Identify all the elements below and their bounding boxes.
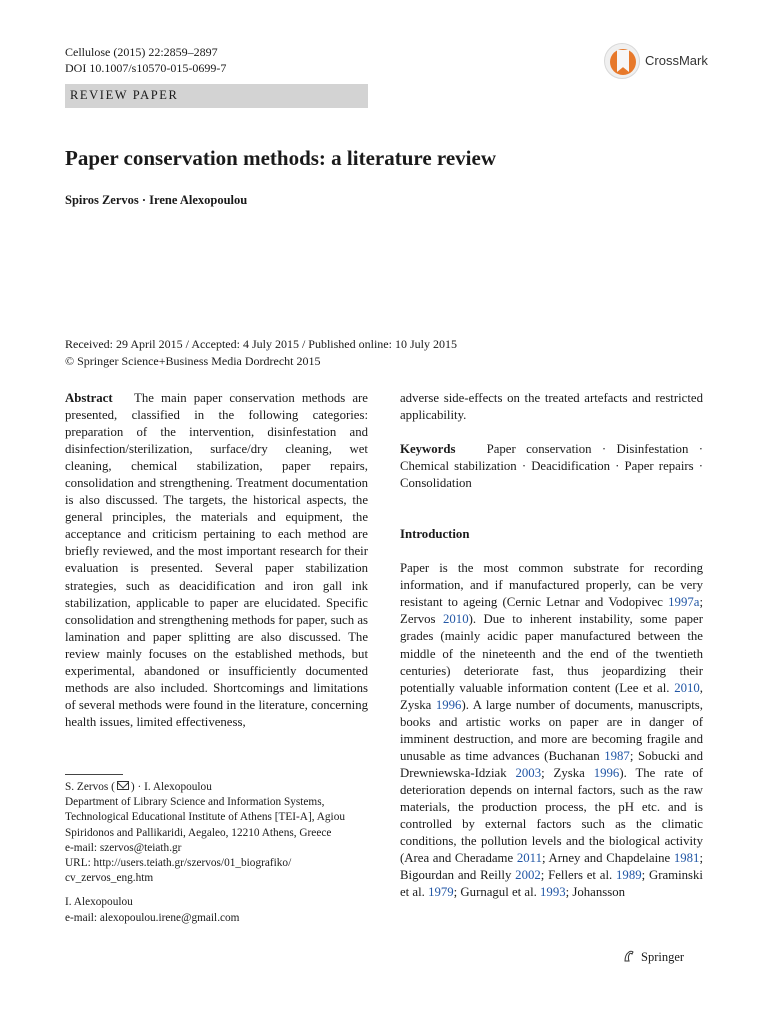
keywords-text: Paper conservation · Disinfestation · Chemical stabilization · Deacidification · Paper repairs · Consolidation — [400, 442, 703, 491]
introduction-paragraph — [400, 560, 703, 901]
crossmark-label: CrossMark — [645, 53, 708, 68]
introduction-heading: Introduction — [400, 527, 470, 542]
author2-name: I. Alexopoulou — [65, 896, 133, 909]
citation-link[interactable]: 1993 — [540, 885, 566, 900]
citation-link[interactable]: 1987 — [604, 748, 630, 763]
affiliations — [65, 780, 368, 926]
introduction-text: ; Sobucki and Drewniewska-Idziak — [400, 748, 703, 780]
article-type-banner — [65, 84, 368, 108]
citation-link[interactable]: 2003 — [515, 765, 542, 780]
abstract-paragraph — [65, 390, 368, 731]
introduction-text: ; Bigourdan and Reilly — [400, 851, 704, 883]
citation-link[interactable]: 1989 — [616, 868, 642, 883]
publisher-logo — [622, 949, 684, 965]
introduction-text: ; Graminski et al. — [400, 868, 703, 900]
publication-dates — [65, 336, 457, 370]
footnote-divider — [65, 774, 123, 775]
author1-email[interactable]: e-mail: szervos@teiath.gr — [65, 841, 182, 854]
keywords-label: Keywords — [400, 442, 456, 457]
introduction-text: ; Zyska — [541, 765, 594, 780]
article-type-label: REVIEW PAPER — [70, 88, 179, 102]
author2-email[interactable]: e-mail: alexopoulou.irene@gmail.com — [65, 911, 240, 924]
author1-department: Department of Library Science and Information Systems, Technological Educational Institute of Athens [TEI-A], Agiou Spiridonos and Pallikaridi, Aegaleo, 12210 Athens, Greece — [65, 796, 345, 839]
citation-link[interactable]: 1997a — [668, 595, 700, 610]
introduction-text: ). A large number of documents, manuscripts, books and artistic works on paper are in danger of imminent destruction, and more are becoming fragile and unusable as time advances (Buchanan — [400, 697, 703, 763]
introduction-text: , Zyska — [400, 680, 703, 712]
keywords-paragraph — [400, 441, 703, 492]
introduction-text: ; Zervos — [400, 595, 703, 627]
citation-link[interactable]: 1996 — [593, 765, 620, 780]
citation-link[interactable]: 1996 — [435, 697, 462, 712]
author-list: Spiros Zervos · Irene Alexopoulou — [65, 193, 248, 207]
introduction-text: Paper is the most common substrate for recording information, and if manufactured properly, can be very resistant to ageing (Cernic Letnar and Vodopivec — [400, 561, 703, 610]
introduction-text: ; Fellers et al. — [540, 868, 617, 883]
citation-link[interactable]: 2002 — [515, 868, 541, 883]
author1-url[interactable]: URL: http://users.teiath.gr/szervos/01_biografiko/ cv_zervos_eng.htm — [65, 857, 292, 885]
crossmark-icon — [604, 43, 640, 79]
journal-citation: Cellulose (2015) 22:2859–2897 — [65, 45, 218, 59]
springer-horse-icon — [622, 949, 636, 963]
introduction-text: ; Gurnagul et al. — [453, 885, 541, 900]
doi[interactable]: DOI 10.1007/s10570-015-0699-7 — [65, 61, 227, 75]
publisher-name: Springer — [641, 950, 685, 964]
citation-link[interactable]: 2010 — [674, 680, 700, 695]
abstract-label: Abstract — [65, 391, 113, 405]
introduction-text: ; Johansson — [565, 885, 625, 900]
history-dates: Received: 29 April 2015 / Accepted: 4 July 2015 / Published online: 10 July 2015 — [65, 337, 457, 351]
envelope-icon[interactable] — [117, 781, 129, 790]
author1-line: S. Zervos ( ) · I. Alexopoulou — [65, 781, 212, 793]
right-column — [400, 390, 703, 901]
citation-link[interactable]: 1981 — [673, 851, 700, 866]
citation-link[interactable]: 1979 — [428, 885, 454, 900]
citation-link[interactable]: 2011 — [516, 851, 542, 866]
citation-link[interactable]: 2010 — [443, 612, 469, 627]
abstract-continued: adverse side-effects on the treated artefacts and restricted applicability. — [400, 391, 703, 423]
introduction-text: ). The rate of deterioration depends on internal factors, such as the raw materials, the production process, the pH etc. and is controlled by external factors such as the climatic conditions, the pollution levels and the biological activity (Area and Cheradame — [400, 765, 703, 866]
introduction-text: ). Due to inherent instability, some paper grades (mainly acidic paper manufactured between the middle of the nineteenth and the end of the twentieth centuries) deteriorate fast, thus jeopardizing their potentially valuable information content (Lee et al. — [400, 612, 704, 695]
article-title: Paper conservation methods: a literature review — [65, 146, 496, 170]
crossmark-badge[interactable] — [604, 43, 734, 79]
abstract-text: The main paper conservation methods are presented, classified in the following categories: preparation of the intervention, disinfestation and disinfection/sterilization, surface/dry cleaning, wet cleaning, chemical stabilization, paper repairs, consolidation and strengthening. Treatment documentation is also discussed. The targets, the historical aspects, the general principles, the materials and equipment, the acceptance and criticism pertaining to each method are briefly reviewed, and the most important research for their evaluation is presented. Several paper stabilization strategies, such as deacidification and iron gall ink stabilization, applicable to paper are elucidated. Specific consolidation and strengthening methods for paper, such as lamination and paper splitting are also discussed. The review mainly focuses on the established methods, but experimental, abandoned or insufficiently documented methods are also included. Shortcomings and limitations of several methods were found in the literature, concerning health issues, limited effectiveness, — [65, 391, 368, 729]
abstract-section — [65, 390, 368, 731]
introduction-text: ; Arney and Chapdelaine — [541, 851, 674, 866]
copyright-line: © Springer Science+Business Media Dordrecht 2015 — [65, 354, 321, 368]
